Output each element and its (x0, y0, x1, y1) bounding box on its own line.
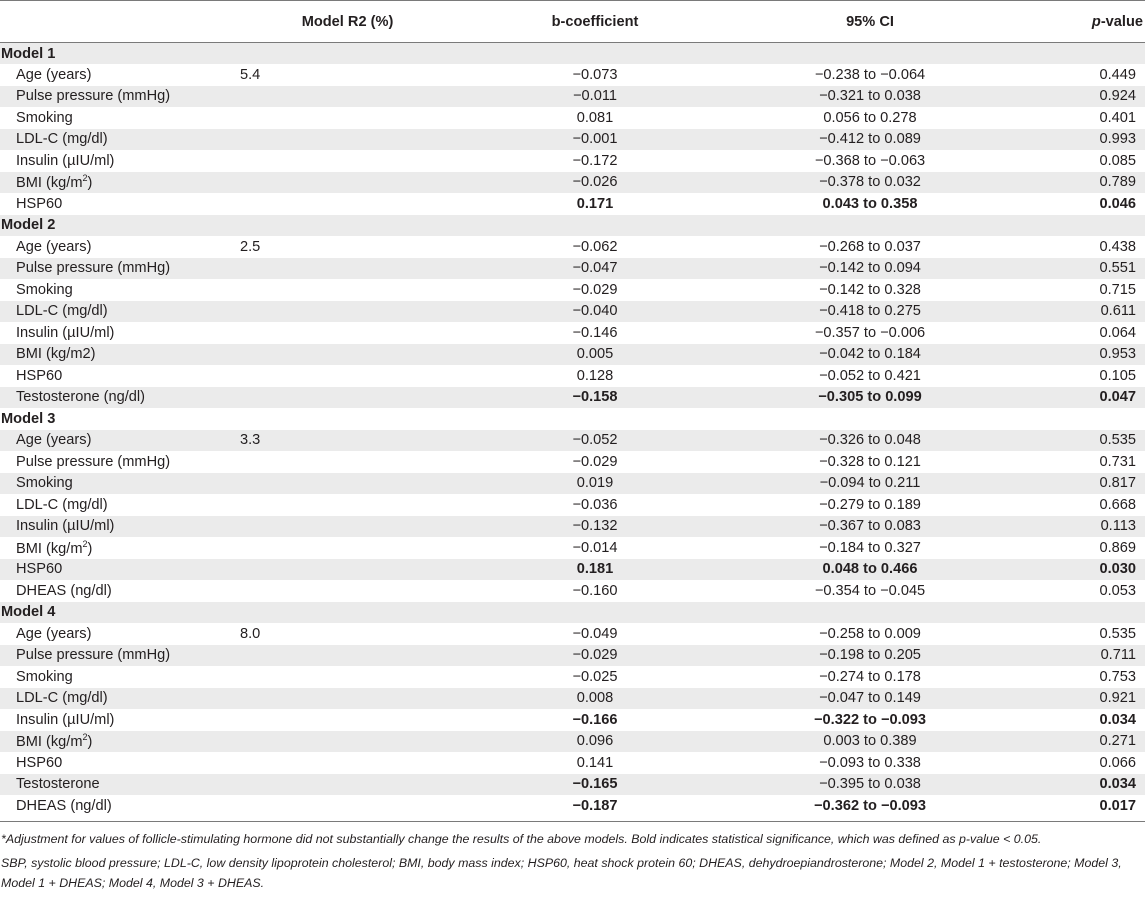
variable-label (0, 752, 240, 774)
ci-value: 0.043 to 0.358 (822, 195, 918, 212)
model-r2-value: 2.5 (240, 238, 261, 255)
table-row (0, 623, 1145, 645)
model-r2-value (240, 193, 455, 215)
ci-value: −0.328 to 0.121 (819, 453, 921, 470)
ci-value: −0.321 to 0.038 (735, 86, 1005, 108)
ci-value: −0.418 to 0.275 (735, 301, 1005, 323)
model-r2-value (240, 559, 455, 581)
model-r2-value (240, 301, 455, 323)
b-coefficient-value: −0.073 (572, 66, 618, 83)
model-r2-value (240, 666, 455, 688)
ci-value: −0.412 to 0.089 (735, 129, 1005, 151)
b-coefficient-value: −0.049 (572, 625, 618, 642)
b-coefficient-value: −0.029 (455, 645, 735, 667)
b-coefficient-value: −0.047 (455, 258, 735, 280)
model-r2-value (240, 150, 455, 172)
ci-value: −0.378 to 0.032 (735, 172, 1005, 194)
model-group-row (0, 602, 1145, 624)
table-row (0, 236, 1145, 258)
variable-label (0, 430, 240, 452)
model-r2-value: 8.0 (240, 625, 261, 642)
model-name: Model 4 (0, 602, 240, 624)
table-row (0, 150, 1145, 172)
model-r2-value (240, 580, 455, 602)
model-r2-value (240, 731, 455, 753)
p-value: 0.535 (1099, 625, 1136, 642)
model-name: Model 1 (0, 43, 240, 65)
b-coefficient-value: 0.171 (576, 195, 614, 212)
model-r2-value (240, 344, 455, 366)
b-coefficient-value: −0.166 (572, 711, 618, 728)
header-p-suffix: -value (1100, 13, 1143, 30)
ci-value: 0.003 to 0.389 (735, 731, 1005, 753)
variable-label (0, 193, 240, 215)
variable-label-text: Age (years) (16, 66, 92, 83)
variable-label-text: DHEAS (ng/dl) (16, 797, 112, 814)
ci-value: −0.357 to −0.006 (814, 324, 926, 341)
variable-label-text: Testosterone (ng/dl) (16, 389, 145, 406)
ci-value: −0.184 to 0.327 (819, 539, 921, 556)
empty-cell (240, 215, 455, 237)
table-row (0, 537, 1145, 559)
model-r2-value (240, 473, 455, 495)
footnote-adjustment: *Adjustment for values of follicle-stimulating hormone did not substantially change the results of the above models. Bold indicates statistical significance, which was defined as p-value < 0.05. (1, 831, 1042, 846)
p-value: 0.953 (1005, 344, 1145, 366)
variable-label-text: LDL-C (mg/dl) (16, 690, 108, 707)
p-value: 0.753 (1099, 668, 1136, 685)
model-r2-value (240, 494, 455, 516)
variable-label (0, 623, 240, 645)
model-r2-value (240, 86, 455, 108)
empty-cell (735, 408, 1005, 430)
empty-cell (455, 408, 735, 430)
table-row (0, 774, 1145, 796)
variable-label-text: LDL-C (mg/dl) (16, 131, 108, 148)
variable-label (0, 559, 240, 581)
ci-value: −0.093 to 0.338 (819, 754, 921, 771)
variable-label-text: Insulin (µIU/ml) (16, 152, 115, 169)
variable-label (0, 129, 240, 151)
variable-label-text: Age (years) (16, 238, 92, 255)
variable-label-text: Smoking (16, 668, 73, 685)
variable-label-text: LDL-C (mg/dl) (16, 496, 108, 513)
table-row (0, 795, 1145, 817)
variable-label-text: HSP60 (16, 367, 63, 384)
variable-label (0, 387, 240, 409)
empty-cell (1005, 602, 1145, 624)
p-value: 0.535 (1005, 430, 1145, 452)
b-coefficient-value: 0.081 (576, 109, 614, 126)
p-value: 0.047 (1005, 387, 1145, 409)
b-coefficient-value: −0.001 (455, 129, 735, 151)
variable-label (0, 107, 240, 129)
table-body (0, 43, 1145, 817)
table-row (0, 709, 1145, 731)
empty-cell (735, 215, 1005, 237)
ci-value: −0.326 to 0.048 (735, 430, 1005, 452)
model-group-row (0, 408, 1145, 430)
ci-value: −0.362 to −0.093 (814, 797, 926, 814)
table-row (0, 279, 1145, 301)
variable-label-text: BMI (kg/m (16, 175, 83, 192)
ci-value: −0.094 to 0.211 (735, 473, 1005, 495)
variable-label (0, 580, 240, 602)
b-coefficient-value: −0.172 (572, 152, 618, 169)
b-coefficient-value: 0.181 (455, 559, 735, 581)
variable-label-text: Testosterone (16, 776, 100, 793)
p-value: 0.611 (1005, 301, 1145, 323)
variable-label-text: Smoking (16, 109, 73, 126)
table-row (0, 731, 1145, 753)
model-r2-value (240, 451, 455, 473)
model-r2-value (240, 709, 455, 731)
model-group-row (0, 43, 1145, 65)
b-coefficient-value: −0.014 (572, 539, 618, 556)
model-r2-value (240, 752, 455, 774)
p-value: 0.551 (1005, 258, 1145, 280)
ci-value: −0.238 to −0.064 (814, 66, 926, 83)
variable-label-text: Insulin (µIU/ml) (16, 711, 115, 728)
variable-label-text: HSP60 (16, 195, 63, 212)
table-row (0, 344, 1145, 366)
p-value: 0.921 (1005, 688, 1145, 710)
p-value: 0.046 (1099, 195, 1136, 212)
b-coefficient-value: −0.165 (455, 774, 735, 796)
model-r2-value (240, 172, 455, 194)
variable-label-text: HSP60 (16, 754, 63, 771)
model-group-row (0, 215, 1145, 237)
ci-value: −0.395 to 0.038 (735, 774, 1005, 796)
empty-cell (1005, 215, 1145, 237)
header-variable (0, 1, 240, 43)
variable-label (0, 494, 240, 516)
variable-label (0, 645, 240, 667)
header-b-coefficient: b-coefficient (455, 1, 735, 43)
variable-label (0, 537, 240, 559)
variable-label-tail: ) (87, 734, 93, 751)
variable-label (0, 451, 240, 473)
variable-label (0, 731, 240, 753)
empty-cell (455, 215, 735, 237)
p-value: 0.017 (1099, 797, 1136, 814)
table-row (0, 387, 1145, 409)
model-r2-value: 3.3 (240, 430, 455, 452)
variable-label-text: Smoking (16, 281, 73, 298)
variable-label (0, 150, 240, 172)
table-row (0, 473, 1145, 495)
p-value: 0.271 (1005, 731, 1145, 753)
p-value: 0.064 (1099, 324, 1136, 341)
footnote-abbreviations: SBP, systolic blood pressure; LDL-C, low density lipoprotein cholesterol; BMI, body mass index; HSP60, heat shock protein 60; DHEAS, dehydroepiandrosterone; Model 2, Model 1 + testosterone; Model 3, Model 1 + DHEAS; Model 4, Model 3 + DHEAS. (1, 855, 1122, 890)
table-row (0, 258, 1145, 280)
table-header-row (0, 1, 1145, 43)
ci-value: −0.047 to 0.149 (735, 688, 1005, 710)
empty-cell (455, 43, 735, 65)
p-value: 0.066 (1099, 754, 1136, 771)
ci-value: 0.056 to 0.278 (823, 109, 917, 126)
variable-label (0, 172, 240, 194)
ci-value: −0.142 to 0.328 (819, 281, 921, 298)
model-name: Model 2 (0, 215, 240, 237)
p-value: 0.053 (1099, 582, 1136, 599)
variable-label-text: Pulse pressure (mmHg) (16, 453, 171, 470)
table-row (0, 129, 1145, 151)
model-r2-value (240, 516, 455, 538)
table-row (0, 430, 1145, 452)
b-coefficient-value: 0.096 (455, 731, 735, 753)
model-r2-value (240, 688, 455, 710)
ci-value: −0.368 to −0.063 (814, 152, 926, 169)
table-row (0, 559, 1145, 581)
b-coefficient-value: −0.029 (572, 281, 618, 298)
empty-cell (455, 602, 735, 624)
model-r2-value (240, 387, 455, 409)
table-row (0, 172, 1145, 194)
ci-value: 0.048 to 0.466 (735, 559, 1005, 581)
ci-value: −0.322 to −0.093 (814, 711, 926, 728)
model-r2-value (240, 795, 455, 817)
table-row (0, 301, 1145, 323)
p-value: 0.438 (1099, 238, 1136, 255)
empty-cell (240, 602, 455, 624)
empty-cell (240, 408, 455, 430)
ci-value: −0.052 to 0.421 (819, 367, 921, 384)
table-row (0, 580, 1145, 602)
ci-value: −0.305 to 0.099 (735, 387, 1005, 409)
variable-label-superscript: 2 (82, 538, 88, 549)
table-row (0, 107, 1145, 129)
variable-label-text: HSP60 (16, 561, 63, 578)
b-coefficient-value: −0.052 (455, 430, 735, 452)
model-name: Model 3 (1, 410, 56, 427)
ci-value: −0.142 to 0.094 (735, 258, 1005, 280)
b-coefficient-value: −0.026 (455, 172, 735, 194)
model-r2-value (240, 129, 455, 151)
model-r2-value (240, 537, 455, 559)
b-coefficient-value: −0.011 (455, 86, 735, 108)
b-coefficient-value: −0.132 (455, 516, 735, 538)
b-coefficient-value: −0.036 (572, 496, 618, 513)
table-row (0, 193, 1145, 215)
variable-label (0, 322, 240, 344)
variable-label (0, 279, 240, 301)
model-r2-value (240, 258, 455, 280)
variable-label-text: Age (years) (16, 432, 92, 449)
b-coefficient-value: −0.029 (572, 453, 618, 470)
p-value: 0.817 (1005, 473, 1145, 495)
model-r2-value (240, 279, 455, 301)
p-value: 0.711 (1005, 645, 1145, 667)
variable-label (0, 236, 240, 258)
variable-label (0, 795, 240, 817)
p-value: 0.869 (1099, 539, 1136, 556)
table-row (0, 451, 1145, 473)
empty-cell (735, 602, 1005, 624)
p-value: 0.030 (1005, 559, 1145, 581)
b-coefficient-value: 0.005 (455, 344, 735, 366)
variable-label-superscript: 2 (82, 732, 88, 743)
table-row (0, 666, 1145, 688)
empty-cell (1005, 408, 1145, 430)
variable-label-text: LDL-C (mg/dl) (16, 303, 108, 320)
ci-value: −0.274 to 0.178 (819, 668, 921, 685)
variable-label-text: BMI (kg/m (16, 734, 83, 751)
variable-label (0, 688, 240, 710)
ci-value: −0.268 to 0.037 (819, 238, 921, 255)
variable-label-text: BMI (kg/m (16, 540, 83, 557)
variable-label (0, 473, 240, 495)
b-coefficient-value: −0.025 (572, 668, 618, 685)
p-value: 0.789 (1005, 172, 1145, 194)
table-row (0, 322, 1145, 344)
table-row (0, 365, 1145, 387)
b-coefficient-value: −0.160 (572, 582, 618, 599)
variable-label-text: Pulse pressure (mmHg) (16, 647, 171, 664)
variable-label-text: Insulin (µIU/ml) (16, 324, 115, 341)
variable-label (0, 666, 240, 688)
model-r2-value (240, 322, 455, 344)
table-footnotes (0, 821, 1145, 893)
variable-label (0, 64, 240, 86)
p-value: 0.034 (1005, 774, 1145, 796)
b-coefficient-value: −0.062 (572, 238, 618, 255)
model-r2-value (240, 645, 455, 667)
variable-label-text: Insulin (µIU/ml) (16, 518, 115, 535)
variable-label-text: Age (years) (16, 625, 92, 642)
model-r2-value (240, 107, 455, 129)
variable-label-text: Pulse pressure (mmHg) (16, 260, 171, 277)
model-r2-value: 5.4 (240, 66, 261, 83)
variable-label (0, 86, 240, 108)
variable-label (0, 344, 240, 366)
variable-label (0, 774, 240, 796)
ci-value: −0.354 to −0.045 (814, 582, 926, 599)
p-value: 0.105 (1099, 367, 1136, 384)
p-value: 0.401 (1099, 109, 1136, 126)
b-coefficient-value: 0.008 (455, 688, 735, 710)
header-p-italic: p (1091, 13, 1101, 30)
ci-value: −0.279 to 0.189 (819, 496, 921, 513)
empty-cell (240, 43, 455, 65)
ci-value: −0.258 to 0.009 (819, 625, 921, 642)
b-coefficient-value: 0.141 (576, 754, 614, 771)
empty-cell (735, 43, 1005, 65)
variable-label (0, 301, 240, 323)
table-row (0, 494, 1145, 516)
header-p-value (1005, 1, 1145, 43)
variable-label (0, 516, 240, 538)
b-coefficient-value: −0.187 (572, 797, 618, 814)
table-row (0, 86, 1145, 108)
variable-label-text: DHEAS (ng/dl) (16, 582, 112, 599)
p-value: 0.924 (1005, 86, 1145, 108)
variable-label (0, 709, 240, 731)
p-value: 0.113 (1005, 516, 1145, 538)
model-r2-value (240, 774, 455, 796)
variable-label-text: BMI (kg/m2) (16, 346, 96, 363)
ci-value: −0.042 to 0.184 (735, 344, 1005, 366)
ci-value: −0.198 to 0.205 (735, 645, 1005, 667)
table-row (0, 516, 1145, 538)
p-value: 0.034 (1099, 711, 1136, 728)
empty-cell (1005, 43, 1145, 65)
p-value: 0.668 (1099, 496, 1136, 513)
p-value: 0.993 (1005, 129, 1145, 151)
table-row (0, 645, 1145, 667)
variable-label-text: Pulse pressure (mmHg) (16, 88, 171, 105)
p-value: 0.085 (1099, 152, 1136, 169)
variable-label (0, 258, 240, 280)
variable-label-superscript: 2 (82, 173, 88, 184)
variable-label (0, 365, 240, 387)
variable-label-text: Smoking (16, 475, 73, 492)
b-coefficient-value: −0.146 (572, 324, 618, 341)
p-value: 0.715 (1099, 281, 1136, 298)
ci-value: −0.367 to 0.083 (735, 516, 1005, 538)
header-ci: 95% CI (735, 1, 1005, 43)
p-value: 0.731 (1099, 453, 1136, 470)
model-r2-value (240, 365, 455, 387)
b-coefficient-value: 0.128 (576, 367, 614, 384)
b-coefficient-value: −0.040 (455, 301, 735, 323)
variable-label-tail: ) (87, 540, 93, 557)
table-row (0, 752, 1145, 774)
table-row (0, 64, 1145, 86)
p-value: 0.449 (1099, 66, 1136, 83)
variable-label-tail: ) (87, 175, 93, 192)
b-coefficient-value: −0.158 (455, 387, 735, 409)
b-coefficient-value: 0.019 (455, 473, 735, 495)
table-row (0, 688, 1145, 710)
header-model-r2: Model R2 (%) (240, 1, 455, 43)
